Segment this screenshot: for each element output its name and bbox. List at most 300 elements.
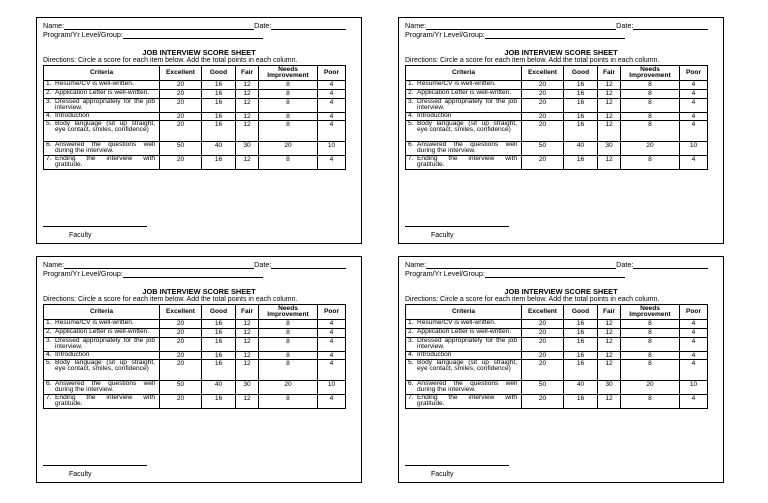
criteria-cell	[44, 99, 160, 113]
criteria-text: Introduction	[417, 351, 452, 358]
criteria-number: 2.	[408, 328, 414, 335]
score-table	[43, 65, 346, 170]
score-cell[interactable]: 16	[202, 320, 236, 329]
score-cell[interactable]: 8	[259, 352, 318, 360]
criteria-cell	[406, 142, 522, 156]
score-cell[interactable]: 4	[680, 360, 708, 381]
criteria-text: Dressed appropriately for the job interview.	[55, 98, 155, 112]
criteria-cell	[44, 360, 160, 381]
score-cell[interactable]: 40	[202, 142, 236, 156]
column-header-excellent: Excellent	[522, 66, 564, 81]
criteria-text: Answered the questions well during the interview.	[417, 141, 517, 155]
table-row	[44, 381, 346, 395]
column-header-poor: Poor	[680, 66, 708, 81]
criteria-text: Application Letter is well-written.	[55, 89, 150, 96]
score-table	[405, 304, 708, 409]
score-cell[interactable]: 8	[621, 352, 680, 360]
criteria-cell	[406, 381, 522, 395]
sheet-title: JOB INTERVIEW SCORE SHEET	[504, 48, 618, 57]
criteria-text: Answered the questions well during the interview.	[417, 380, 517, 394]
score-cell[interactable]: 12	[236, 113, 259, 121]
score-cell[interactable]: 20	[522, 329, 564, 338]
score-cell[interactable]: 4	[318, 113, 346, 121]
criteria-cell	[44, 395, 160, 409]
score-cell[interactable]: 20	[522, 99, 564, 113]
score-cell[interactable]: 20	[522, 352, 564, 360]
column-header-excellent: Excellent	[160, 66, 202, 81]
column-header-excellent: Excellent	[522, 305, 564, 320]
score-cell[interactable]: 20	[522, 90, 564, 99]
score-cell[interactable]: 12	[598, 395, 621, 409]
score-cell[interactable]: 12	[236, 121, 259, 142]
score-cell[interactable]: 12	[598, 156, 621, 170]
score-cell[interactable]: 12	[598, 320, 621, 329]
score-cell[interactable]: 20	[160, 395, 202, 409]
score-cell[interactable]: 12	[598, 113, 621, 121]
faculty-signature-line	[405, 226, 509, 227]
directions-text: Directions: Circle a score for each item below. Add the total points in each column.	[405, 57, 660, 64]
score-cell[interactable]: 8	[259, 81, 318, 90]
score-cell[interactable]: 12	[598, 99, 621, 113]
faculty-label: Faculty	[69, 471, 92, 478]
score-cell[interactable]: 8	[259, 395, 318, 409]
program-row	[405, 269, 717, 278]
column-header-needs-improvement: Needs Improvement	[259, 66, 318, 81]
score-cell[interactable]: 10	[680, 142, 708, 156]
score-cell[interactable]: 16	[564, 90, 598, 99]
criteria-cell	[406, 121, 522, 142]
column-header-criteria: Criteria	[406, 66, 522, 81]
criteria-number: 7.	[46, 394, 52, 401]
score-cell[interactable]: 10	[318, 381, 346, 395]
score-cell[interactable]: 16	[202, 81, 236, 90]
column-header-poor: Poor	[318, 66, 346, 81]
column-header-needs-improvement: Needs Improvement	[621, 305, 680, 320]
score-cell[interactable]: 16	[202, 99, 236, 113]
criteria-number: 3.	[408, 337, 414, 344]
score-cell[interactable]: 8	[621, 113, 680, 121]
score-cell[interactable]: 12	[598, 81, 621, 90]
criteria-number: 5.	[46, 120, 52, 127]
faculty-label: Faculty	[431, 232, 454, 239]
criteria-text: Resume/CV is well-written.	[417, 80, 496, 87]
criteria-text: Body language (sit up straight, eye contact, smiles, confidence)	[55, 120, 155, 134]
sheet-title: JOB INTERVIEW SCORE SHEET	[142, 48, 256, 57]
score-cell[interactable]: 12	[236, 81, 259, 90]
score-cell[interactable]: 20	[160, 360, 202, 381]
score-cell[interactable]: 16	[564, 320, 598, 329]
score-cell[interactable]: 16	[202, 113, 236, 121]
faculty-signature-line	[43, 226, 147, 227]
name-label: Name:	[405, 260, 427, 269]
score-cell[interactable]: 20	[160, 329, 202, 338]
column-header-poor: Poor	[680, 305, 708, 320]
name-row	[405, 260, 717, 269]
table-header-row	[44, 305, 346, 320]
criteria-cell	[44, 338, 160, 352]
criteria-number: 6.	[408, 141, 414, 148]
name-field[interactable]	[426, 22, 616, 30]
score-cell[interactable]: 20	[259, 142, 318, 156]
column-header-needs-improvement: Needs Improvement	[621, 66, 680, 81]
score-cell[interactable]: 4	[318, 360, 346, 381]
criteria-text: Resume/CV is well-written.	[55, 319, 134, 326]
criteria-text: Application Letter is well-written.	[417, 328, 512, 335]
program-label: Program/Yr Level/Group:	[43, 269, 123, 278]
table-header-row	[406, 305, 708, 320]
score-cell[interactable]: 16	[564, 81, 598, 90]
criteria-text: Resume/CV is well-written.	[417, 319, 496, 326]
criteria-number: 1.	[408, 319, 414, 326]
score-cell[interactable]: 20	[621, 142, 680, 156]
criteria-text: Dressed appropriately for the job interview.	[417, 98, 517, 112]
score-cell[interactable]: 20	[160, 338, 202, 352]
program-field[interactable]	[485, 31, 625, 39]
date-label: Date:	[616, 21, 634, 30]
name-row	[43, 21, 355, 30]
criteria-cell	[44, 156, 160, 170]
score-cell[interactable]: 30	[236, 381, 259, 395]
table-row	[406, 156, 708, 170]
criteria-number: 6.	[46, 141, 52, 148]
program-label: Program/Yr Level/Group:	[405, 30, 485, 39]
score-cell[interactable]: 8	[621, 320, 680, 329]
score-cell[interactable]: 12	[598, 360, 621, 381]
score-cell[interactable]: 4	[680, 395, 708, 409]
score-cell[interactable]: 20	[160, 113, 202, 121]
criteria-text: Introduction	[417, 112, 452, 119]
score-cell[interactable]: 8	[259, 113, 318, 121]
column-header-criteria: Criteria	[44, 305, 160, 320]
score-cell[interactable]: 8	[259, 156, 318, 170]
score-sheet-bottom-right	[398, 256, 724, 483]
criteria-cell	[406, 99, 522, 113]
score-cell[interactable]: 12	[598, 352, 621, 360]
criteria-number: 4.	[408, 112, 414, 119]
score-cell[interactable]: 4	[318, 81, 346, 90]
score-cell[interactable]: 8	[621, 156, 680, 170]
score-cell[interactable]: 8	[621, 329, 680, 338]
score-cell[interactable]: 12	[236, 320, 259, 329]
table-row	[406, 142, 708, 156]
criteria-text: Resume/CV is well-written.	[55, 80, 134, 87]
table-row	[44, 142, 346, 156]
score-cell[interactable]: 16	[564, 338, 598, 352]
column-header-excellent: Excellent	[160, 305, 202, 320]
score-cell[interactable]: 16	[202, 395, 236, 409]
criteria-number: 5.	[46, 359, 52, 366]
score-cell[interactable]: 20	[522, 338, 564, 352]
name-field[interactable]	[64, 261, 254, 269]
criteria-number: 7.	[408, 394, 414, 401]
criteria-number: 5.	[408, 359, 414, 366]
score-cell[interactable]: 20	[522, 156, 564, 170]
date-label: Date:	[616, 260, 634, 269]
table-header-row	[406, 66, 708, 81]
score-sheet-bottom-left	[36, 256, 362, 483]
table-row	[406, 121, 708, 142]
criteria-number: 3.	[46, 337, 52, 344]
score-cell[interactable]: 40	[564, 381, 598, 395]
program-field[interactable]	[123, 31, 263, 39]
score-cell[interactable]: 16	[202, 90, 236, 99]
column-header-fair: Fair	[236, 66, 259, 81]
score-cell[interactable]: 4	[318, 99, 346, 113]
column-header-good: Good	[564, 66, 598, 81]
criteria-cell	[44, 142, 160, 156]
score-cell[interactable]: 16	[564, 360, 598, 381]
score-cell[interactable]: 8	[621, 360, 680, 381]
criteria-text: Introduction	[55, 112, 90, 119]
score-cell[interactable]: 20	[522, 395, 564, 409]
faculty-label: Faculty	[431, 471, 454, 478]
score-cell[interactable]: 8	[621, 121, 680, 142]
score-cell[interactable]: 50	[522, 142, 564, 156]
criteria-number: 3.	[46, 98, 52, 105]
criteria-number: 2.	[46, 89, 52, 96]
score-sheet-top-left	[36, 17, 362, 244]
score-cell[interactable]: 12	[236, 338, 259, 352]
score-cell[interactable]: 50	[160, 381, 202, 395]
criteria-number: 7.	[46, 155, 52, 162]
score-cell[interactable]: 12	[236, 352, 259, 360]
score-cell[interactable]: 12	[236, 395, 259, 409]
score-cell[interactable]: 8	[621, 99, 680, 113]
criteria-cell	[44, 121, 160, 142]
criteria-text: Ending the interview with gratitude.	[55, 155, 155, 169]
score-cell[interactable]: 20	[522, 360, 564, 381]
score-cell[interactable]: 20	[160, 352, 202, 360]
score-cell[interactable]: 16	[202, 352, 236, 360]
column-header-needs-improvement: Needs Improvement	[259, 305, 318, 320]
score-cell[interactable]: 20	[522, 113, 564, 121]
criteria-text: Application Letter is well-written.	[417, 89, 512, 96]
date-field[interactable]	[633, 22, 708, 30]
table-row	[44, 156, 346, 170]
name-row	[43, 260, 355, 269]
score-cell[interactable]: 16	[202, 156, 236, 170]
score-cell[interactable]: 4	[680, 121, 708, 142]
column-header-criteria: Criteria	[44, 66, 160, 81]
score-cell[interactable]: 12	[236, 99, 259, 113]
score-cell[interactable]: 4	[680, 81, 708, 90]
score-cell[interactable]: 20	[160, 99, 202, 113]
program-row	[43, 30, 355, 39]
score-table	[405, 65, 708, 170]
criteria-text: Ending the interview with gratitude.	[55, 394, 155, 408]
column-header-criteria: Criteria	[406, 305, 522, 320]
table-row	[406, 360, 708, 381]
score-cell[interactable]: 4	[318, 320, 346, 329]
criteria-cell	[44, 381, 160, 395]
score-cell[interactable]: 8	[259, 338, 318, 352]
score-cell[interactable]: 4	[318, 338, 346, 352]
faculty-label: Faculty	[69, 232, 92, 239]
name-label: Name:	[43, 21, 65, 30]
score-cell[interactable]: 20	[259, 381, 318, 395]
score-cell[interactable]: 20	[522, 320, 564, 329]
column-header-good: Good	[564, 305, 598, 320]
score-cell[interactable]: 12	[598, 121, 621, 142]
column-header-good: Good	[202, 305, 236, 320]
score-cell[interactable]: 8	[621, 90, 680, 99]
score-cell[interactable]: 16	[564, 156, 598, 170]
score-cell[interactable]: 8	[621, 338, 680, 352]
score-cell[interactable]: 4	[680, 320, 708, 329]
score-cell[interactable]: 20	[522, 81, 564, 90]
score-cell[interactable]: 10	[680, 381, 708, 395]
criteria-number: 4.	[46, 351, 52, 358]
criteria-text: Ending the interview with gratitude.	[417, 394, 517, 408]
directions-text: Directions: Circle a score for each item below. Add the total points in each column.	[43, 296, 298, 303]
column-header-poor: Poor	[318, 305, 346, 320]
score-cell[interactable]: 8	[621, 81, 680, 90]
table-row	[44, 360, 346, 381]
score-cell[interactable]: 16	[564, 395, 598, 409]
score-cell[interactable]: 4	[318, 121, 346, 142]
table-row	[44, 338, 346, 352]
score-cell[interactable]: 20	[160, 81, 202, 90]
sheet-title: JOB INTERVIEW SCORE SHEET	[142, 287, 256, 296]
score-cell[interactable]: 12	[236, 156, 259, 170]
score-cell[interactable]: 20	[160, 320, 202, 329]
score-cell[interactable]: 4	[318, 90, 346, 99]
directions-text: Directions: Circle a score for each item below. Add the total points in each column.	[43, 57, 298, 64]
program-row	[405, 30, 717, 39]
score-cell[interactable]: 8	[259, 329, 318, 338]
table-row	[44, 99, 346, 113]
criteria-text: Application Letter is well-written.	[55, 328, 150, 335]
name-field[interactable]	[426, 261, 616, 269]
criteria-number: 4.	[46, 112, 52, 119]
criteria-text: Body language (sit up straight, eye contact, smiles, confidence)	[55, 359, 155, 373]
score-cell[interactable]: 8	[259, 99, 318, 113]
table-row	[406, 395, 708, 409]
score-cell[interactable]: 30	[598, 142, 621, 156]
score-cell[interactable]: 8	[259, 121, 318, 142]
criteria-text: Introduction	[55, 351, 90, 358]
column-header-good: Good	[202, 66, 236, 81]
score-cell[interactable]: 4	[680, 156, 708, 170]
score-cell[interactable]: 16	[564, 99, 598, 113]
directions-text: Directions: Circle a score for each item below. Add the total points in each column.	[405, 296, 660, 303]
score-cell[interactable]: 4	[680, 352, 708, 360]
criteria-text: Answered the questions well during the interview.	[55, 141, 155, 155]
score-cell[interactable]: 40	[564, 142, 598, 156]
date-field[interactable]	[633, 261, 708, 269]
score-cell[interactable]: 20	[160, 90, 202, 99]
score-cell[interactable]: 20	[160, 121, 202, 142]
score-sheet-top-right	[398, 17, 724, 244]
table-row	[406, 381, 708, 395]
date-label: Date:	[254, 21, 272, 30]
score-cell[interactable]: 10	[318, 142, 346, 156]
criteria-number: 2.	[46, 328, 52, 335]
score-cell[interactable]: 12	[598, 338, 621, 352]
criteria-cell	[406, 156, 522, 170]
score-cell[interactable]: 16	[202, 329, 236, 338]
column-header-fair: Fair	[598, 305, 621, 320]
score-cell[interactable]: 16	[202, 121, 236, 142]
score-cell[interactable]: 4	[318, 352, 346, 360]
score-cell[interactable]: 4	[680, 113, 708, 121]
score-cell[interactable]: 16	[564, 113, 598, 121]
score-cell[interactable]: 4	[680, 99, 708, 113]
score-cell[interactable]: 16	[564, 121, 598, 142]
criteria-text: Dressed appropriately for the job interview.	[417, 337, 517, 351]
name-field[interactable]	[64, 22, 254, 30]
column-header-fair: Fair	[236, 305, 259, 320]
date-label: Date:	[254, 260, 272, 269]
criteria-number: 4.	[408, 351, 414, 358]
score-cell[interactable]: 4	[680, 329, 708, 338]
table-row	[44, 121, 346, 142]
criteria-cell	[406, 338, 522, 352]
table-row	[44, 395, 346, 409]
score-cell[interactable]: 8	[621, 395, 680, 409]
criteria-number: 2.	[408, 89, 414, 96]
score-cell[interactable]: 12	[236, 329, 259, 338]
name-label: Name:	[405, 21, 427, 30]
score-cell[interactable]: 16	[564, 329, 598, 338]
score-cell[interactable]: 20	[160, 156, 202, 170]
score-cell[interactable]: 20	[621, 381, 680, 395]
criteria-text: Body language (sit up straight, eye contact, smiles, confidence)	[417, 359, 517, 373]
criteria-number: 6.	[408, 380, 414, 387]
program-field[interactable]	[123, 270, 263, 278]
score-cell[interactable]: 12	[236, 360, 259, 381]
criteria-text: Body language (sit up straight, eye contact, smiles, confidence)	[417, 120, 517, 134]
criteria-number: 1.	[408, 80, 414, 87]
score-cell[interactable]: 20	[522, 121, 564, 142]
score-table	[43, 304, 346, 409]
program-row	[43, 269, 355, 278]
score-cell[interactable]: 40	[202, 381, 236, 395]
name-row	[405, 21, 717, 30]
score-cell[interactable]: 8	[259, 360, 318, 381]
faculty-signature-line	[43, 465, 147, 466]
table-header-row	[44, 66, 346, 81]
score-cell[interactable]: 30	[598, 381, 621, 395]
criteria-number: 5.	[408, 120, 414, 127]
score-cell[interactable]: 8	[259, 90, 318, 99]
score-cell[interactable]: 4	[318, 329, 346, 338]
criteria-number: 3.	[408, 98, 414, 105]
criteria-text: Ending the interview with gratitude.	[417, 155, 517, 169]
date-field[interactable]	[271, 22, 346, 30]
column-header-fair: Fair	[598, 66, 621, 81]
score-cell[interactable]: 50	[522, 381, 564, 395]
score-cell[interactable]: 12	[236, 90, 259, 99]
name-label: Name:	[43, 260, 65, 269]
score-cell[interactable]: 16	[202, 338, 236, 352]
criteria-number: 6.	[46, 380, 52, 387]
score-cell[interactable]: 4	[318, 156, 346, 170]
score-cell[interactable]: 12	[598, 329, 621, 338]
criteria-text: Dressed appropriately for the job interview.	[55, 337, 155, 351]
score-cell[interactable]: 8	[259, 320, 318, 329]
program-field[interactable]	[485, 270, 625, 278]
score-cell[interactable]: 16	[202, 360, 236, 381]
score-cell[interactable]: 4	[680, 338, 708, 352]
score-cell[interactable]: 4	[680, 90, 708, 99]
score-cell[interactable]: 12	[598, 90, 621, 99]
score-cell[interactable]: 30	[236, 142, 259, 156]
score-cell[interactable]: 50	[160, 142, 202, 156]
score-cell[interactable]: 4	[318, 395, 346, 409]
score-cell[interactable]: 16	[564, 352, 598, 360]
date-field[interactable]	[271, 261, 346, 269]
